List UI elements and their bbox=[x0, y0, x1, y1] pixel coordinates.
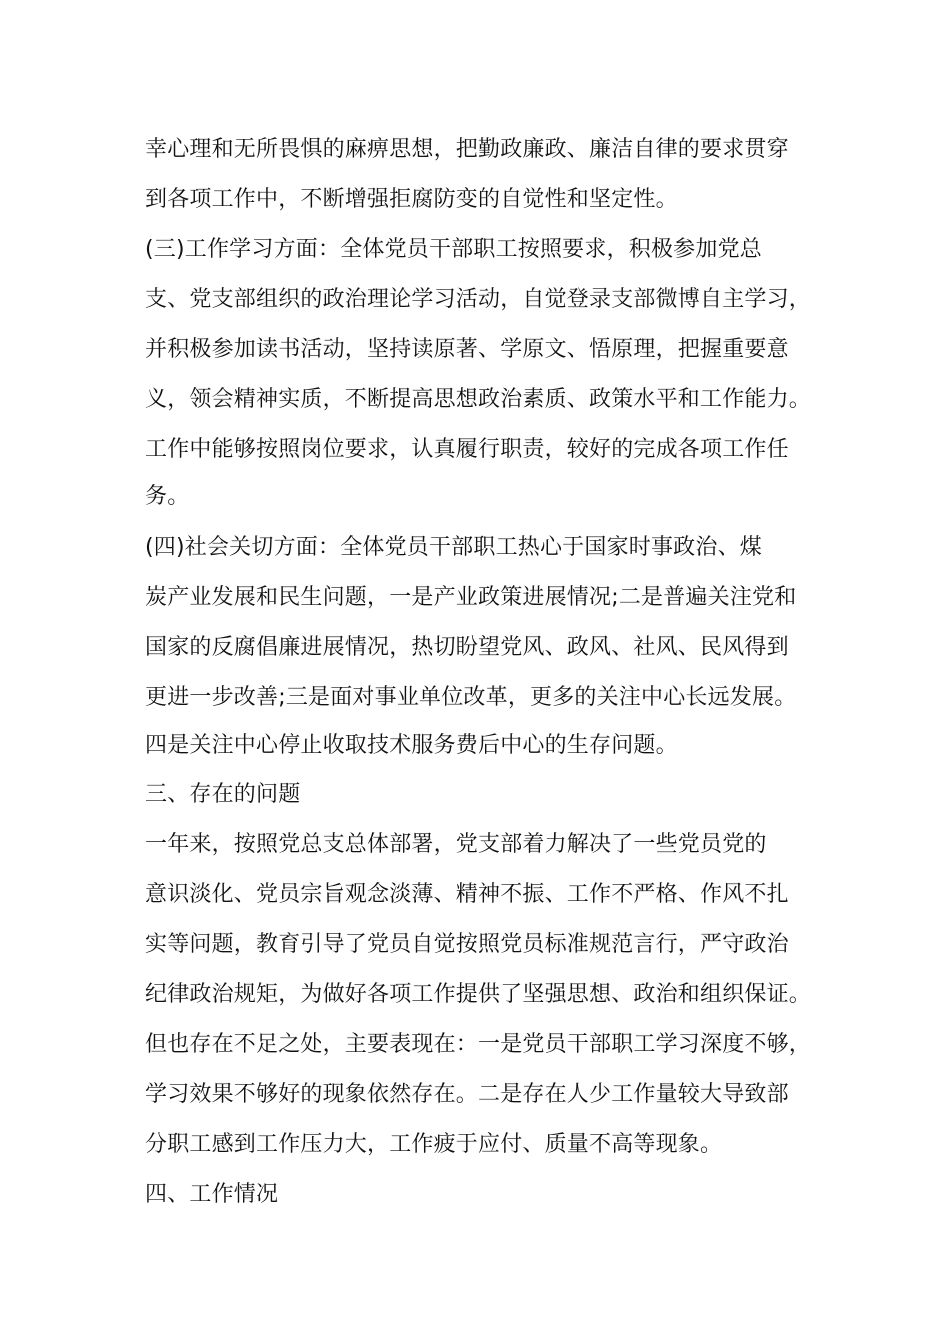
text-line: 炭产业发展和民生问题，一是产业政策进展情况;二是普遍关注党和 bbox=[145, 585, 797, 610]
text-line: 并积极参加读书活动，坚持读原著、学原文、悟原理，把握重要意 bbox=[145, 337, 789, 362]
text-line: 但也存在不足之处，主要表现在：一是党员干部职工学习深度不够， bbox=[145, 1032, 812, 1057]
heading-existing-problems: 三、存在的问题 bbox=[145, 782, 301, 807]
section-heading-4: (四)社会关切方面：全体党员干部职工热心于国家时事政治、煤 bbox=[145, 535, 762, 560]
text-line: 意识淡化、党员宗旨观念淡薄、精神不振、工作不严格、作风不扎 bbox=[145, 882, 789, 907]
text-line: 一年来，按照党总支总体部署，党支部着力解决了一些党员党的 bbox=[145, 832, 767, 857]
text-line: 纪律政治规矩，为做好各项工作提供了坚强思想、政治和组织保证。 bbox=[145, 982, 812, 1007]
text-line: 四是关注中心停止收取技术服务费后中心的生存问题。 bbox=[145, 733, 678, 758]
text-line: 国家的反腐倡廉进展情况，热切盼望党风、政风、社风、民风得到 bbox=[145, 635, 789, 660]
text-line: 务。 bbox=[145, 484, 190, 509]
heading-work-situation: 四、工作情况 bbox=[145, 1182, 279, 1207]
text-line: 支、党支部组织的政治理论学习活动，自觉登录支部微博自主学习， bbox=[145, 287, 812, 312]
text-line: 学习效果不够好的现象依然存在。二是存在人少工作量较大导致部 bbox=[145, 1082, 789, 1107]
text-line: 到各项工作中，不断增强拒腐防变的自觉性和坚定性。 bbox=[145, 187, 678, 212]
text-line: 实等问题，教育引导了党员自觉按照党员标准规范言行，严守政治 bbox=[145, 932, 789, 957]
text-line: 幸心理和无所畏惧的麻痹思想，把勤政廉政、廉洁自律的要求贯穿 bbox=[145, 137, 789, 162]
text-line: 分职工感到工作压力大，工作疲于应付、质量不高等现象。 bbox=[145, 1132, 723, 1157]
section-heading-3: (三)工作学习方面：全体党员干部职工按照要求，积极参加党总 bbox=[145, 237, 762, 262]
text-line: 工作中能够按照岗位要求，认真履行职责，较好的完成各项工作任 bbox=[145, 437, 789, 462]
text-line: 更进一步改善;三是面对事业单位改革，更多的关注中心长远发展。 bbox=[145, 685, 797, 710]
text-line: 义，领会精神实质，不断提高思想政治素质、政策水平和工作能力。 bbox=[145, 387, 812, 412]
